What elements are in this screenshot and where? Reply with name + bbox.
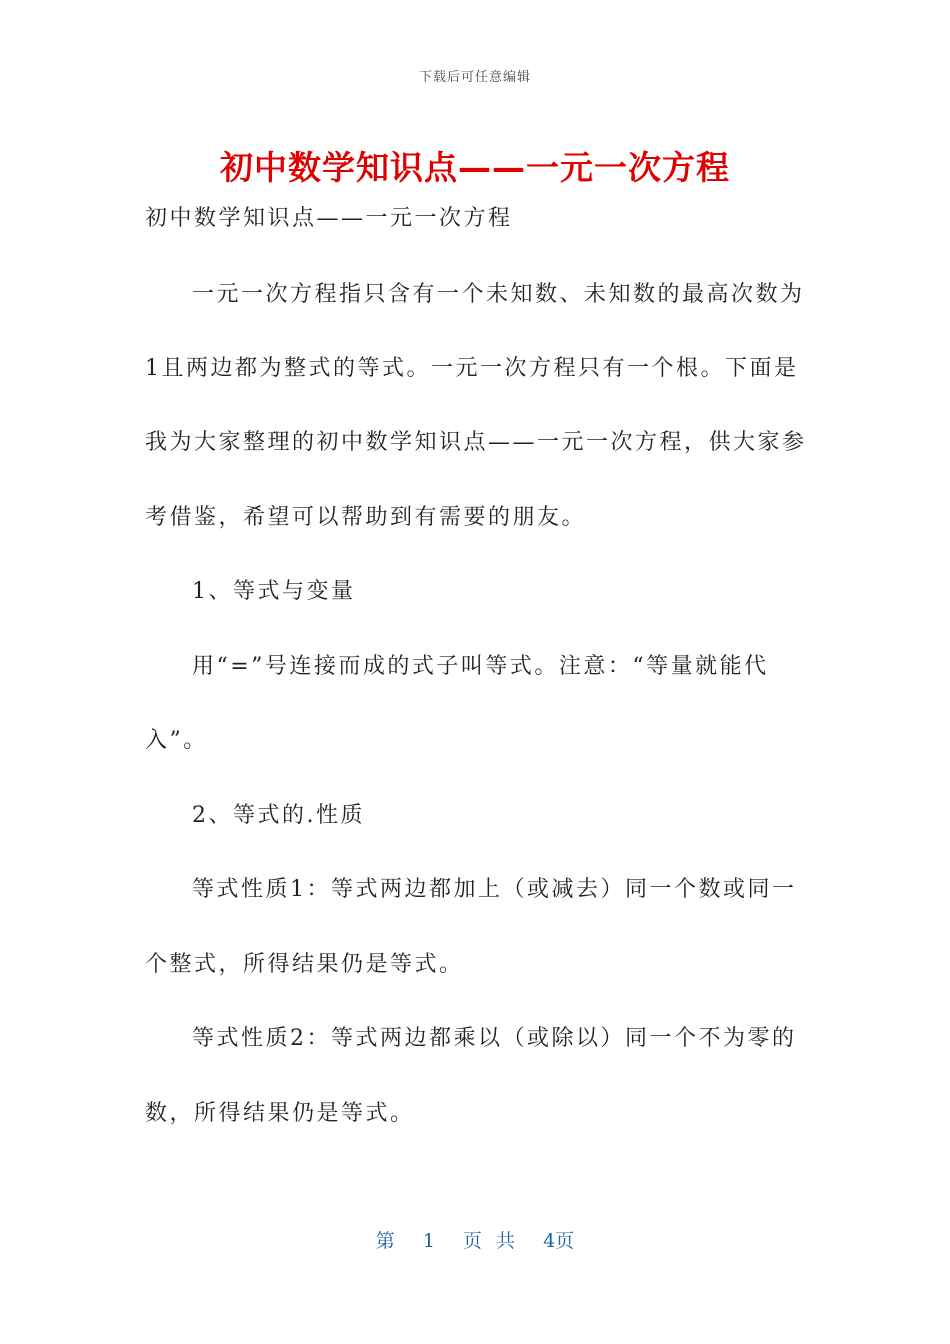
paragraph-line: 我为大家整理的初中数学知识点——一元一次方程，供大家参 <box>145 430 807 455</box>
paragraph-line: 一元一次方程指只含有一个未知数、未知数的最高次数为 <box>192 282 805 307</box>
paragraph-line: 入”。 <box>145 728 208 753</box>
document-subtitle: 初中数学知识点——一元一次方程 <box>145 206 513 231</box>
paragraph-line: 等式性质2：等式两边都乘以（或除以）同一个不为零的 <box>192 1026 797 1051</box>
footer-middle: 页 共 <box>463 1230 516 1252</box>
paragraph-line: 个整式，所得结果仍是等式。 <box>145 952 464 977</box>
header-note: 下载后可任意编辑 <box>418 70 531 85</box>
paragraph-line: 考借鉴，希望可以帮助到有需要的朋友。 <box>145 505 587 530</box>
section-heading: 2、等式的.性质 <box>192 803 365 828</box>
paragraph-line: 数，所得结果仍是等式。 <box>145 1101 415 1126</box>
paragraph-line: 等式性质1：等式两边都加上（或减去）同一个数或同一 <box>192 877 797 902</box>
section-heading: 1、等式与变量 <box>192 579 356 604</box>
paragraph-line: 1且两边都为整式的等式。一元一次方程只有一个根。下面是 <box>145 356 799 381</box>
document-title: 初中数学知识点——一元一次方程 <box>220 148 730 187</box>
footer-prefix: 第 <box>375 1230 395 1252</box>
footer-current-page: 1 <box>422 1230 435 1252</box>
paragraph-line: 用“=”号连接而成的式子叫等式。注意：“等量就能代 <box>192 654 769 679</box>
footer-total: 4页 <box>543 1230 575 1252</box>
page-footer <box>0 1226 950 1253</box>
